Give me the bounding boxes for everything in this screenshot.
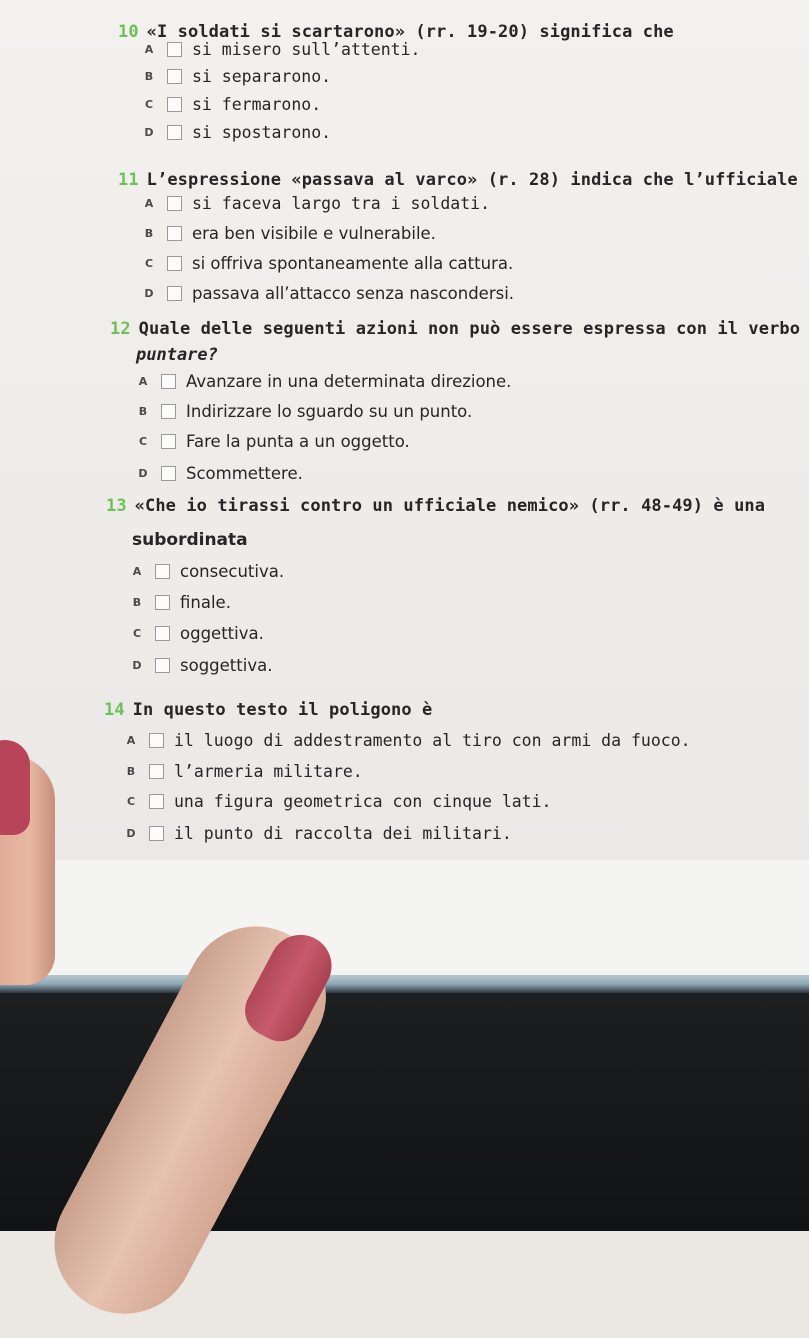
option-letter: A — [144, 43, 154, 56]
question-12 — [110, 319, 800, 339]
option-13-d[interactable] — [130, 656, 272, 675]
option-text: soggettiva. — [180, 656, 273, 675]
checkbox[interactable] — [167, 69, 182, 84]
checkbox[interactable] — [167, 97, 182, 112]
checkbox[interactable] — [149, 826, 164, 841]
question-text: Quale delle seguenti azioni non può essere espressa con il verbo — [138, 319, 801, 339]
option-10-d[interactable] — [142, 123, 331, 142]
option-13-b[interactable] — [130, 593, 231, 612]
option-letter: D — [132, 659, 142, 672]
option-14-b[interactable] — [124, 762, 363, 781]
question-number: 11 — [118, 170, 139, 190]
option-text: Indirizzare lo sguardo su un punto. — [186, 402, 473, 421]
checkbox[interactable] — [167, 196, 182, 211]
option-text: si separarono. — [192, 67, 332, 86]
option-12-c[interactable] — [136, 432, 410, 451]
question-14 — [104, 700, 432, 720]
question-11 — [118, 170, 798, 190]
option-letter: D — [144, 126, 154, 139]
option-text: Avanzare in una determinata direzione. — [186, 372, 512, 391]
option-text: si misero sull’attenti. — [192, 40, 421, 59]
option-letter: D — [144, 287, 154, 300]
question-text: «Che io tirassi contro un ufficiale nemico» (rr. 48-49) è una — [134, 496, 766, 516]
question-text-continuation: puntare? — [136, 345, 218, 365]
option-letter: B — [144, 227, 154, 240]
checkbox[interactable] — [161, 404, 176, 419]
option-letter: A — [132, 565, 142, 578]
option-letter: B — [132, 596, 142, 609]
option-11-a[interactable] — [142, 194, 490, 213]
option-letter: A — [126, 734, 136, 747]
checkbox[interactable] — [161, 434, 176, 449]
question-number: 10 — [118, 22, 139, 42]
option-text: il luogo di addestramento al tiro con armi da fuoco. — [174, 731, 691, 750]
checkbox[interactable] — [167, 42, 182, 57]
option-letter: C — [144, 98, 154, 111]
option-text: l’armeria militare. — [174, 762, 363, 781]
checkbox[interactable] — [149, 794, 164, 809]
checkbox[interactable] — [167, 125, 182, 140]
page-edge — [0, 975, 809, 993]
fingernail-left — [0, 740, 30, 835]
question-number: 12 — [110, 319, 131, 339]
question-13 — [106, 496, 765, 516]
option-letter: B — [144, 70, 154, 83]
option-13-a[interactable] — [130, 562, 284, 581]
option-14-a[interactable] — [124, 731, 691, 750]
option-letter: C — [132, 627, 142, 640]
option-12-a[interactable] — [136, 372, 511, 391]
question-10 — [118, 22, 674, 42]
checkbox[interactable] — [155, 595, 170, 610]
checkbox[interactable] — [149, 733, 164, 748]
option-text: si spostarono. — [192, 123, 332, 142]
option-letter: B — [126, 765, 136, 778]
option-letter: A — [144, 197, 154, 210]
option-12-b[interactable] — [136, 402, 472, 421]
option-text: oggettiva. — [180, 624, 264, 643]
option-letter: B — [138, 405, 148, 418]
checkbox[interactable] — [167, 286, 182, 301]
question-text-continuation: subordinata — [132, 530, 248, 550]
checkbox[interactable] — [155, 564, 170, 579]
checkbox[interactable] — [155, 658, 170, 673]
option-text: passava all’attacco senza nascondersi. — [192, 284, 515, 303]
option-13-c[interactable] — [130, 624, 264, 643]
option-text: si faceva largo tra i soldati. — [192, 194, 491, 213]
option-text: Scommettere. — [186, 464, 303, 483]
option-14-c[interactable] — [124, 792, 552, 811]
checkbox[interactable] — [161, 466, 176, 481]
checkbox[interactable] — [149, 764, 164, 779]
option-text: Fare la punta a un oggetto. — [186, 432, 410, 451]
option-10-c[interactable] — [142, 95, 321, 114]
option-14-d[interactable] — [124, 824, 512, 843]
checkbox[interactable] — [161, 374, 176, 389]
page-margin — [0, 860, 809, 975]
question-number: 14 — [104, 700, 125, 720]
option-text: consecutiva. — [180, 562, 285, 581]
question-text: In questo testo il poligono è — [132, 700, 433, 720]
option-text: finale. — [180, 593, 231, 612]
question-number: 13 — [106, 496, 127, 516]
option-11-c[interactable] — [142, 254, 513, 273]
checkbox[interactable] — [167, 226, 182, 241]
option-12-d[interactable] — [136, 464, 303, 483]
option-letter: C — [144, 257, 154, 270]
option-11-d[interactable] — [142, 284, 514, 303]
option-11-b[interactable] — [142, 224, 436, 243]
option-text: era ben visibile e vulnerabile. — [192, 224, 436, 243]
option-10-b[interactable] — [142, 67, 331, 86]
option-letter: D — [138, 467, 148, 480]
option-text: si fermarono. — [192, 95, 322, 114]
option-letter: C — [126, 795, 136, 808]
option-letter: A — [138, 375, 148, 388]
option-text: il punto di raccolta dei militari. — [174, 824, 512, 843]
option-letter: D — [126, 827, 136, 840]
option-text: si offriva spontaneamente alla cattura. — [192, 254, 514, 273]
option-text: una figura geometrica con cinque lati. — [174, 792, 552, 811]
option-letter: C — [138, 435, 148, 448]
option-10-a[interactable] — [142, 40, 420, 59]
question-text: «I soldati si scartarono» (rr. 19-20) significa che — [146, 22, 674, 42]
question-text: L’espressione «passava al varco» (r. 28) indica che l’ufficiale — [146, 170, 798, 190]
checkbox[interactable] — [155, 626, 170, 641]
checkbox[interactable] — [167, 256, 182, 271]
